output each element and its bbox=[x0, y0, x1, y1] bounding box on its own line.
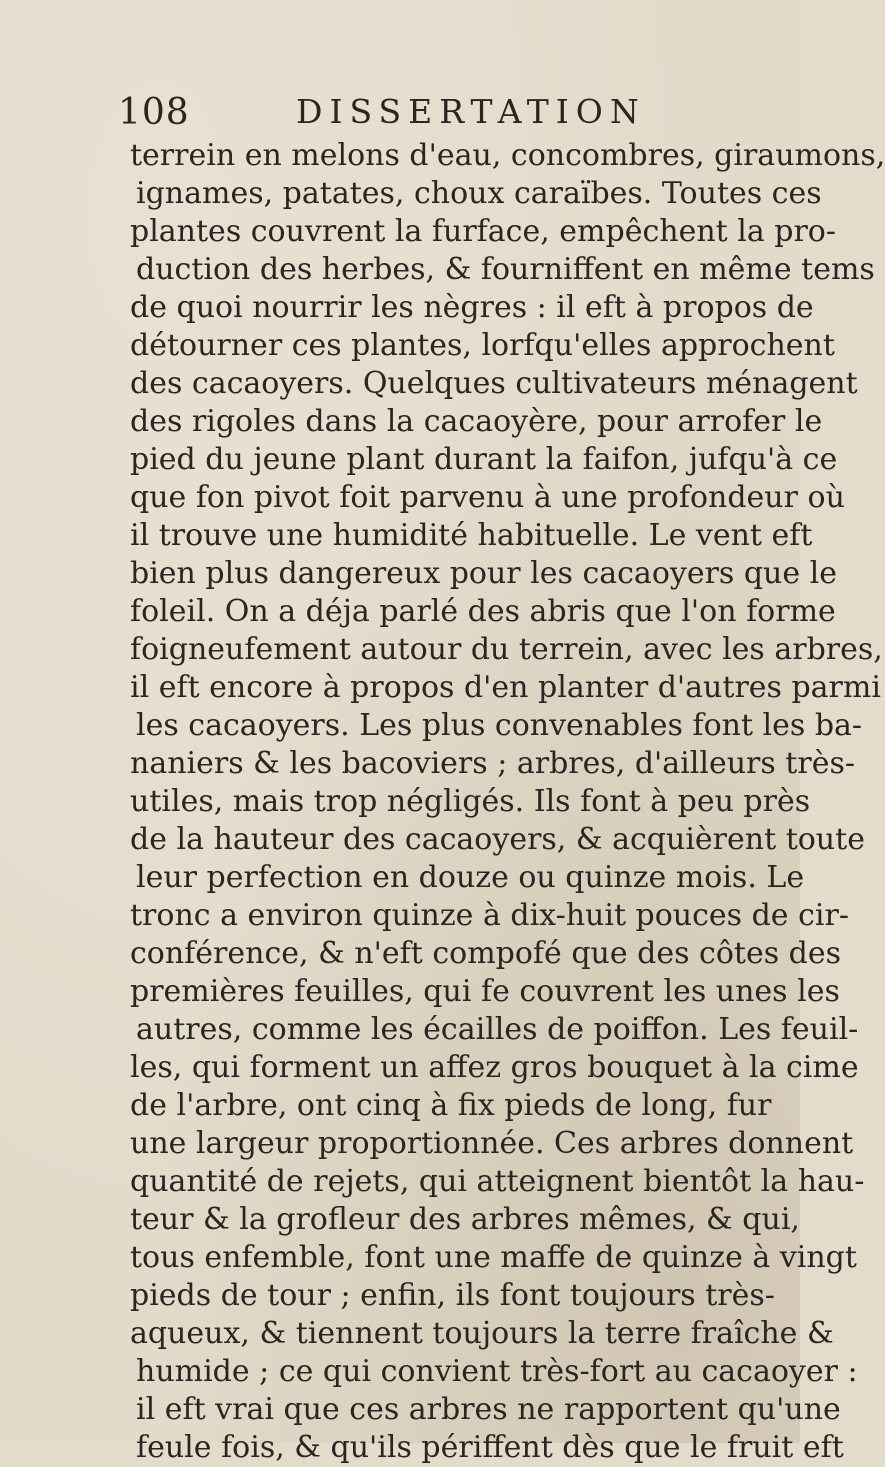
text-line: tronc a environ quinze à dix-huit pouces de cir- bbox=[130, 898, 849, 933]
text-line: tous enfemble, font une maffe de quinze à vingt bbox=[130, 1240, 857, 1275]
text-line: il trouve une humidité habituelle. Le vent eft bbox=[130, 518, 813, 553]
text-line: de l'arbre, ont cinq à fix pieds de long, fur bbox=[130, 1088, 772, 1123]
page-number: 108 bbox=[118, 92, 190, 133]
body-text bbox=[130, 137, 885, 1467]
running-head: DISSERTATION bbox=[296, 92, 646, 131]
text-line: foigneufement autour du terrein, avec les arbres, bbox=[130, 632, 883, 667]
text-line: détourner ces plantes, lorfqu'elles approchent bbox=[130, 328, 835, 363]
text-line: duction des herbes, & fourniffent en même tems bbox=[136, 252, 875, 287]
text-line: les, qui forment un affez gros bouquet à la cime bbox=[130, 1050, 859, 1085]
text-line: des rigoles dans la cacaoyère, pour arrofer le bbox=[130, 404, 823, 439]
text-line: utiles, mais trop négligés. Ils font à peu près bbox=[130, 784, 811, 819]
page-header bbox=[118, 92, 738, 142]
text-line: des cacaoyers. Quelques cultivateurs ménagent bbox=[130, 366, 858, 401]
text-line: pieds de tour ; enfin, ils font toujours très- bbox=[130, 1278, 775, 1313]
text-line: conférence, & n'eft compofé que des côtes des bbox=[130, 936, 841, 971]
text-line: feule fois, & qu'ils périffent dès que le fruit eft bbox=[136, 1430, 844, 1465]
text-line: plantes couvrent la furface, empêchent la pro- bbox=[130, 214, 836, 249]
text-line: que fon pivot foit parvenu à une profondeur où bbox=[130, 480, 845, 515]
text-line: terrein en melons d'eau, concombres, giraumons, bbox=[130, 138, 885, 173]
text-line: pied du jeune plant durant la faifon, jufqu'à ce bbox=[130, 442, 838, 477]
text-line: premières feuilles, qui fe couvrent les unes les bbox=[130, 974, 840, 1009]
text-line: il eft encore à propos d'en planter d'autres parmi bbox=[130, 670, 881, 705]
text-line: humide ; ce qui convient très-fort au cacaoyer : bbox=[136, 1354, 858, 1389]
text-line: de la hauteur des cacaoyers, & acquièrent toute bbox=[130, 822, 865, 857]
text-line: aqueux, & tiennent toujours la terre fraîche & bbox=[130, 1316, 834, 1351]
text-line: teur & la grofleur des arbres mêmes, & qui, bbox=[130, 1202, 800, 1237]
text-line: ignames, patates, choux caraïbes. Toutes ces bbox=[136, 176, 822, 211]
text-line: il eft vrai que ces arbres ne rapportent qu'une bbox=[136, 1392, 841, 1427]
text-line: naniers & les bacoviers ; arbres, d'ailleurs très- bbox=[130, 746, 855, 781]
text-line: de quoi nourrir les nègres : il eft à propos de bbox=[130, 290, 814, 325]
text-line: leur perfection en douze ou quinze mois. Le bbox=[136, 860, 805, 895]
text-line: foleil. On a déja parlé des abris que l'on forme bbox=[130, 594, 836, 629]
text-line: autres, comme les écailles de poiffon. Les feuil- bbox=[136, 1012, 859, 1047]
text-line: quantité de rejets, qui atteignent bientôt la hau- bbox=[130, 1164, 865, 1199]
text-line: bien plus dangereux pour les cacaoyers que le bbox=[130, 556, 838, 591]
text-line: une largeur proportionnée. Ces arbres donnent bbox=[130, 1126, 854, 1161]
text-line: les cacaoyers. Les plus convenables font les ba- bbox=[136, 708, 863, 743]
